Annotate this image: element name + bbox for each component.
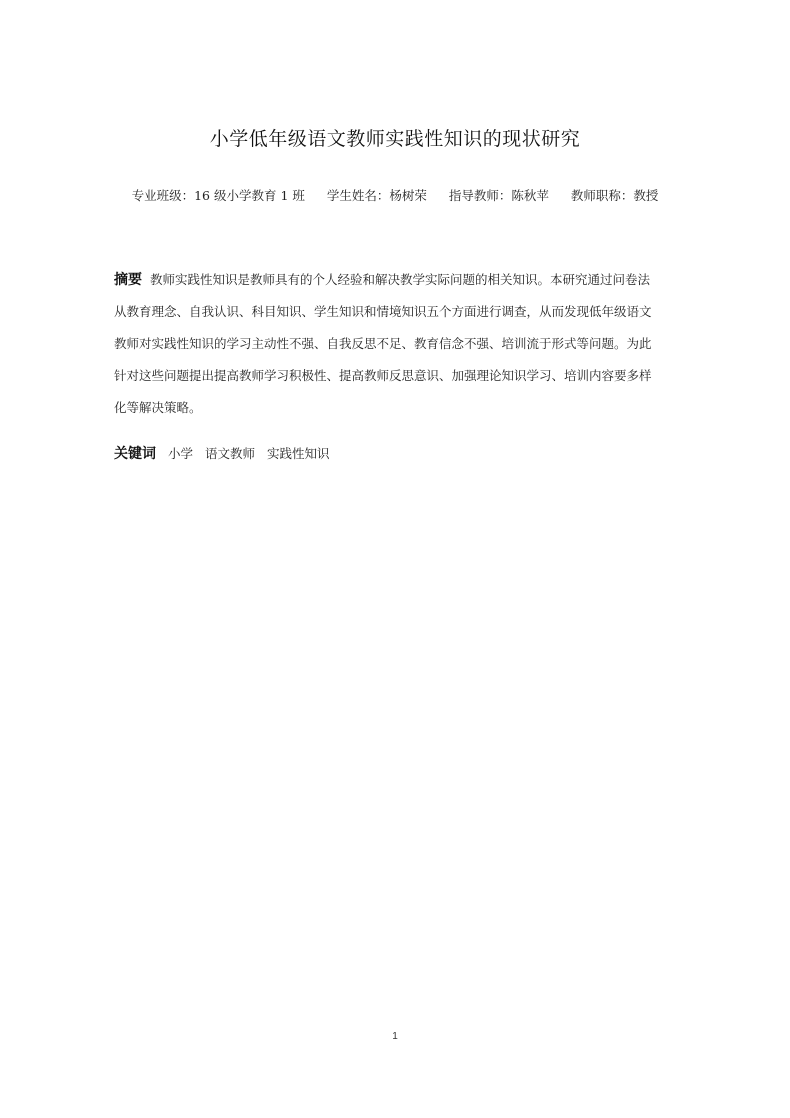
keywords-label: 关键词 xyxy=(114,446,156,462)
major-class: 专业班级：16 级小学教育 1 班 xyxy=(131,188,305,203)
abstract-line: 针对这些问题提出提高教师学习积极性、提高教师反思意识、加强理论知识学习、培训内容要多样 xyxy=(114,368,652,383)
abstract-label: 摘要 xyxy=(114,272,142,288)
abstract-section xyxy=(114,264,685,424)
keywords-section xyxy=(114,443,330,463)
paper-title: 小学低年级语文教师实践性知识的现状研究 xyxy=(209,128,581,150)
page-number: 1 xyxy=(392,1031,398,1042)
abstract-line: 教师对实践性知识的学习主动性不强、自我反思不足、教育信念不强、培训流于形式等问题。为此 xyxy=(114,336,652,351)
keyword: 实践性知识 xyxy=(266,446,330,461)
advisor-name: 指导教师：陈秋苹 xyxy=(448,188,549,203)
author-info-line xyxy=(0,186,790,204)
abstract-line: 化等解决策略。 xyxy=(114,400,202,415)
keyword: 语文教师 xyxy=(204,446,255,461)
abstract-text: 教师实践性知识是教师具有的个人经验和解决教学实际问题的相关知识。本研究通过问卷法 xyxy=(150,272,651,287)
keyword: 小学 xyxy=(167,446,193,461)
student-name: 学生姓名：杨树荣 xyxy=(326,188,427,203)
abstract-line xyxy=(114,264,685,296)
abstract-line: 从教育理念、自我认识、科目知识、学生知识和情境知识五个方面进行调查，从而发现低年级语文 xyxy=(114,304,652,319)
advisor-title: 教师职称：教授 xyxy=(570,188,659,203)
